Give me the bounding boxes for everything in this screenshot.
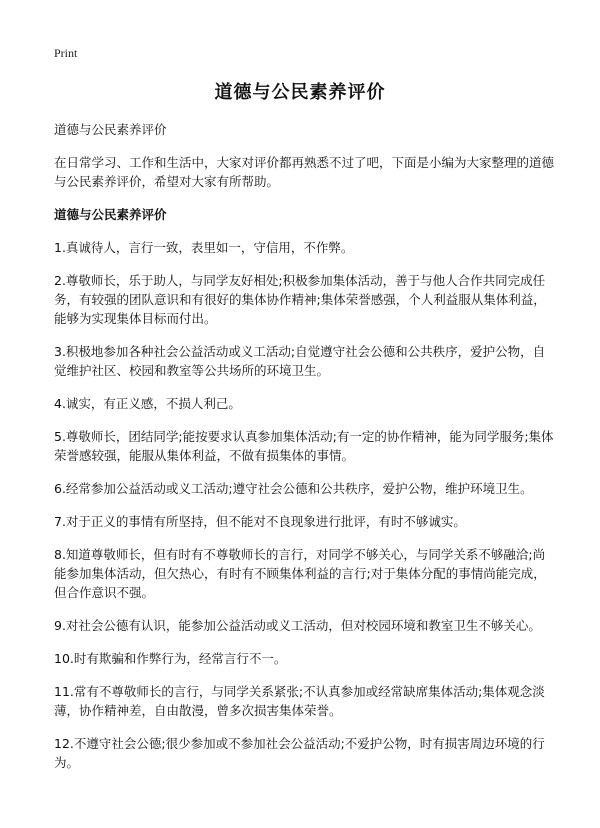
- list-item: 7.对于正义的事情有所坚持，但不能对不良现象进行批评，有时不够诚实。: [54, 514, 466, 529]
- document-body: [54, 120, 554, 786]
- document-title: 道德与公民素养评价: [214, 82, 386, 103]
- list-item: 9.对社会公德有认识，能参加公益活动或义工活动，但对校园环境和教室卫生不够关心。: [54, 618, 541, 633]
- list-item: 11.常有不尊敬师长的言行，与同学关系紧张;不认真参加或经常缺席集体活动;集体观念淡薄，协作精神差，自由散漫，曾多次损害集体荣誉。: [54, 684, 545, 718]
- list-item: 3.积极地参加各种社会公益活动或义工活动;自觉遵守社会公德和公共秩序，爱护公物，自觉维护社区、校园和教室等公共场所的环境卫生。: [54, 344, 546, 378]
- document-subtitle: 道德与公民素养评价: [54, 122, 167, 137]
- print-link[interactable]: Print: [54, 46, 78, 60]
- list-item: 1.真诚待人，言行一致，表里如一，守信用，不作弊。: [54, 240, 354, 255]
- list-item: 8.知道尊敬师长，但有时有不尊敬师长的言行，对同学不够关心，与同学关系不够融洽;尚能参加集体活动，但欠热心，有时有不顾集体利益的言行;对于集体分配的事情尚能完成，但合作意识不强。: [54, 547, 546, 600]
- list-item: 10.时有欺骗和作弊行为，经常言行不一。: [54, 651, 287, 666]
- list-item: 12.不遵守社会公德;很少参加或不参加社会公益活动;不爱护公物，时有损害周边环境的行为。: [54, 736, 545, 770]
- intro-paragraph: 在日常学习、工作和生活中，大家对评价都再熟悉不过了吧，下面是小编为大家整理的道德与公民素养评价，希望对大家有所帮助。: [54, 155, 555, 189]
- list-item: 5.尊敬师长，团结同学;能按要求认真参加集体活动;有一定的协作精神，能为同学服务;集体荣誉感较强，能服从集体利益，不做有损集体的事情。: [54, 429, 554, 463]
- list-item: 2.尊敬师长，乐于助人，与同学友好相处;积极参加集体活动，善于与他人合作共同完成任务，有较强的团队意识和有很好的集体协作精神;集体荣誉感强，个人利益服从集体利益，能够为实现集体目标而付出。: [54, 273, 546, 326]
- list-item: 6.经常参加公益活动或义工活动;遵守社会公德和公共秩序，爱护公物，维护环境卫生。: [54, 481, 533, 496]
- list-item: 4.诚实，有正义感，不损人利己。: [54, 396, 241, 411]
- section-heading: 道德与公民素养评价: [54, 207, 167, 222]
